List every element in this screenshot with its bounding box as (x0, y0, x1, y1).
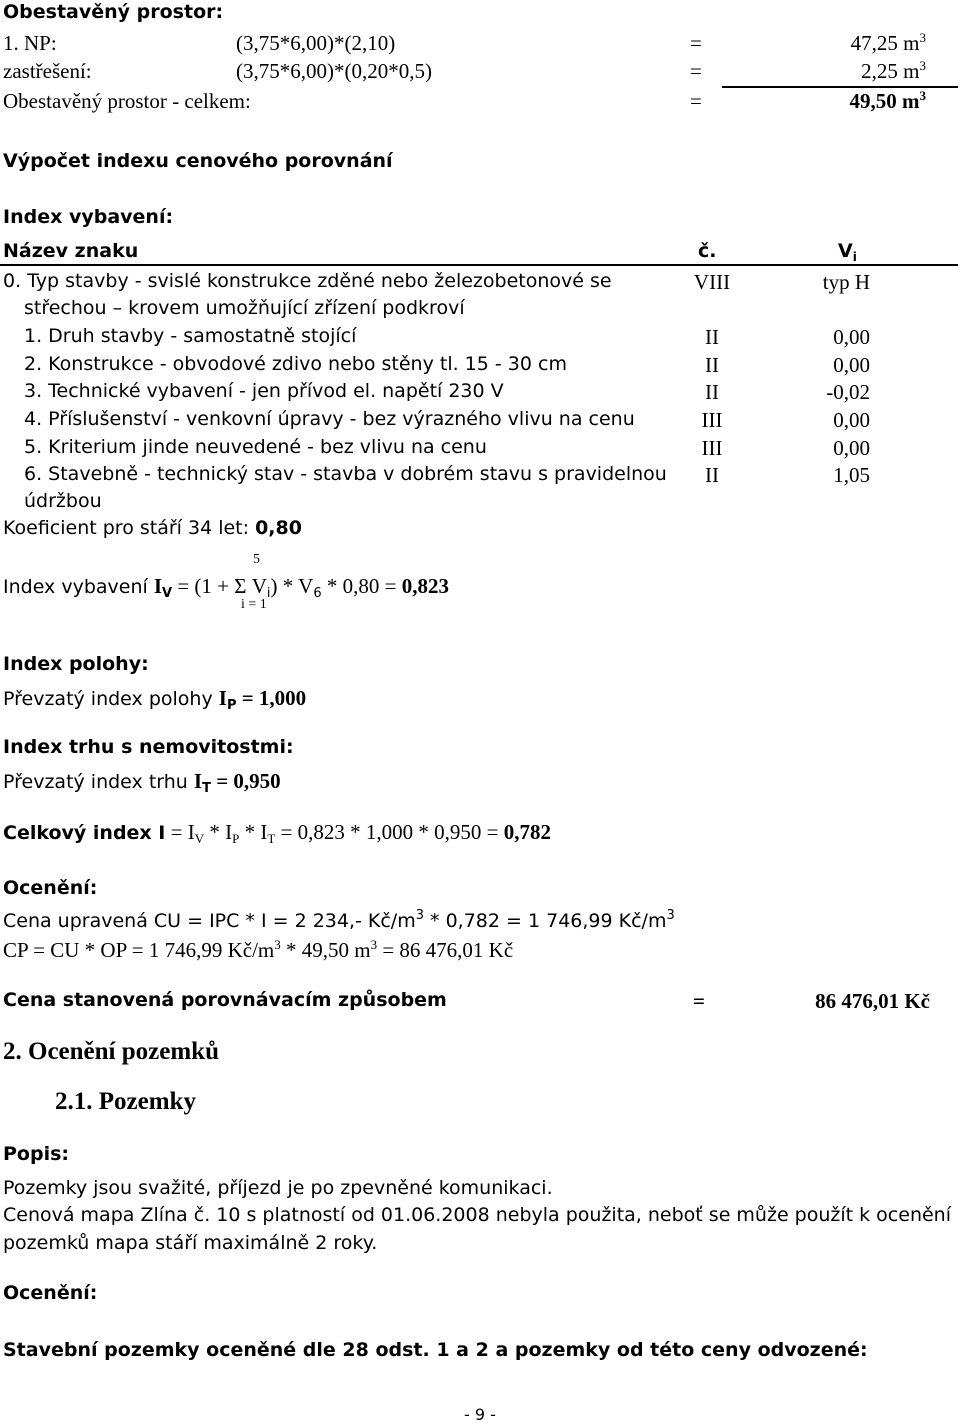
built-space-total-eq: = (690, 89, 702, 113)
subsection-title-land: 2.1. Pozemky (55, 1088, 196, 1115)
table-header-name: Název znaku (3, 240, 139, 262)
table-row-value: typ H (822, 270, 870, 294)
table-row-value: -0,02 (826, 380, 870, 404)
adjusted-price-line: Cena upravená CU = IPC * I = 2 234,- $Kč/m^3 * 0,782 = 1$ 746,99 $Kč/m^3$ (3, 908, 675, 932)
table-row-value: 0,00 (833, 408, 870, 432)
table-row-number: II (705, 463, 719, 487)
built-space-label-roof: zastřešení: (3, 59, 92, 83)
section-heading-built-space: Obestavěný prostor: (3, 1, 224, 23)
built-space-label-1np: 1. NP: (3, 31, 57, 55)
market-index-value: Převzatý index trhu $I_T = 0,950$ (3, 769, 281, 796)
table-row-text: 0. Typ stavby - svislé konstrukce zděné nebo železobetonové se (3, 270, 612, 292)
final-price-eq: = (693, 989, 705, 1013)
description-line: Pozemky jsou svažité, příjezd je po zpevněné komunikaci. (3, 1177, 553, 1199)
section-heading-market-index: Index trhu s nemovitostmi: (3, 736, 294, 758)
table-row-text-cont: střechou – krovem umožňující zřízení podkroví (24, 297, 465, 319)
table-row-text: 3. Technické vybavení - jen přívod el. napětí 230 V (24, 380, 504, 402)
final-price-value: 86 476,01 Kč (815, 989, 930, 1013)
description-line: pozemků mapa stáří maximálně 2 roky. (3, 1232, 378, 1254)
table-row-text: 1. Druh stavby - samostatně stojící (24, 325, 357, 347)
table-row-number: III (701, 408, 723, 432)
sum-upper-limit: 5 (253, 552, 260, 567)
table-row-number: II (705, 353, 719, 377)
table-header-rule (0, 264, 958, 266)
built-space-eq-roof: = (690, 59, 702, 83)
equipment-index-formula: Index vybavení $I_V = (1 + \Sigma$ $V_i) * V_6 * 0,80 = 0,823$ (3, 574, 449, 601)
building-land-heading: Stavební pozemky oceněné dle 28 odst. 1 a 2 a pozemky od této ceny odvozené: (3, 1339, 868, 1361)
price-calculation-line: CP = CU * OP = 1 746,99 $Kč/m^3 * 49,50$ $m^3 = 86$ 476,01 Kč (3, 937, 514, 962)
table-row-text: 4. Příslušenství - venkovní úpravy - bez výrazného vlivu na cenu (24, 408, 635, 430)
age-coefficient: Koeficient pro stáří 34 let: 0,80 (3, 517, 302, 539)
built-space-eq-1np: = (690, 31, 702, 55)
table-row-number: II (705, 325, 719, 349)
page-number: - 9 - (464, 1405, 496, 1424)
table-row-text: 5. Kriterium jinde neuvedené - bez vlivu na cenu (24, 436, 487, 458)
section-heading-comparison: Výpočet indexu cenového porovnání (3, 150, 393, 172)
table-header-v: $V_i$ (838, 240, 857, 264)
location-index-value: Převzatý index polohy $I_P = 1,000$ (3, 686, 307, 713)
table-row-number: VIII (693, 270, 731, 294)
table-row-value: 0,00 (833, 353, 870, 377)
table-row-text-cont: údržbou (24, 490, 102, 512)
table-row-number: II (705, 380, 719, 404)
table-row-value: 0,00 (833, 436, 870, 460)
table-row-number: III (701, 436, 723, 460)
built-space-formula-1np: (3,75*6,00)*(2,10) (236, 31, 396, 55)
description-line: Cenová mapa Zlína č. 10 s platností od 01.06.2008 nebyla použita, neboť se může použít k ocenění (3, 1204, 951, 1226)
final-price-label: Cena stanovená porovnávacím způsobem (3, 989, 447, 1011)
section-title-land-valuation: 2. Ocenění pozemků (3, 1038, 219, 1065)
total-index-formula: Celkový index $I = I_V * I_P * I_T = 0,823 * 1,000 * 0,950 = 0,782$ (3, 820, 551, 846)
section-heading-location-index: Index polohy: (3, 653, 149, 675)
section-heading-description: Popis: (3, 1143, 69, 1165)
sum-lower-limit: i = 1 (241, 597, 267, 612)
table-row-text: 6. Stavebně - technický stav - stavba v dobrém stavu s pravidelnou (24, 463, 667, 485)
table-header-number: č. (698, 240, 717, 262)
built-space-total-label: Obestavěný prostor - celkem: (3, 89, 251, 113)
section-heading-valuation: Ocenění: (3, 877, 98, 899)
built-space-formula-roof: (3,75*6,00)*(0,20*0,5) (236, 59, 432, 83)
table-row-value: 1,05 (833, 463, 870, 487)
table-row-value: 0,00 (833, 325, 870, 349)
section-heading-equipment-index: Index vybavení: (3, 206, 174, 228)
section-heading-land-valuation: Ocenění: (3, 1282, 98, 1304)
table-row-text: 2. Konstrukce - obvodové zdivo nebo stěny tl. 15 - 30 cm (24, 353, 567, 375)
built-space-value-1np: 47,25 $m^3$ (850, 30, 926, 55)
built-space-total-value: 49,50 $m^3$ (849, 88, 926, 113)
built-space-value-roof: 2,25 $m^3$ (861, 58, 926, 83)
